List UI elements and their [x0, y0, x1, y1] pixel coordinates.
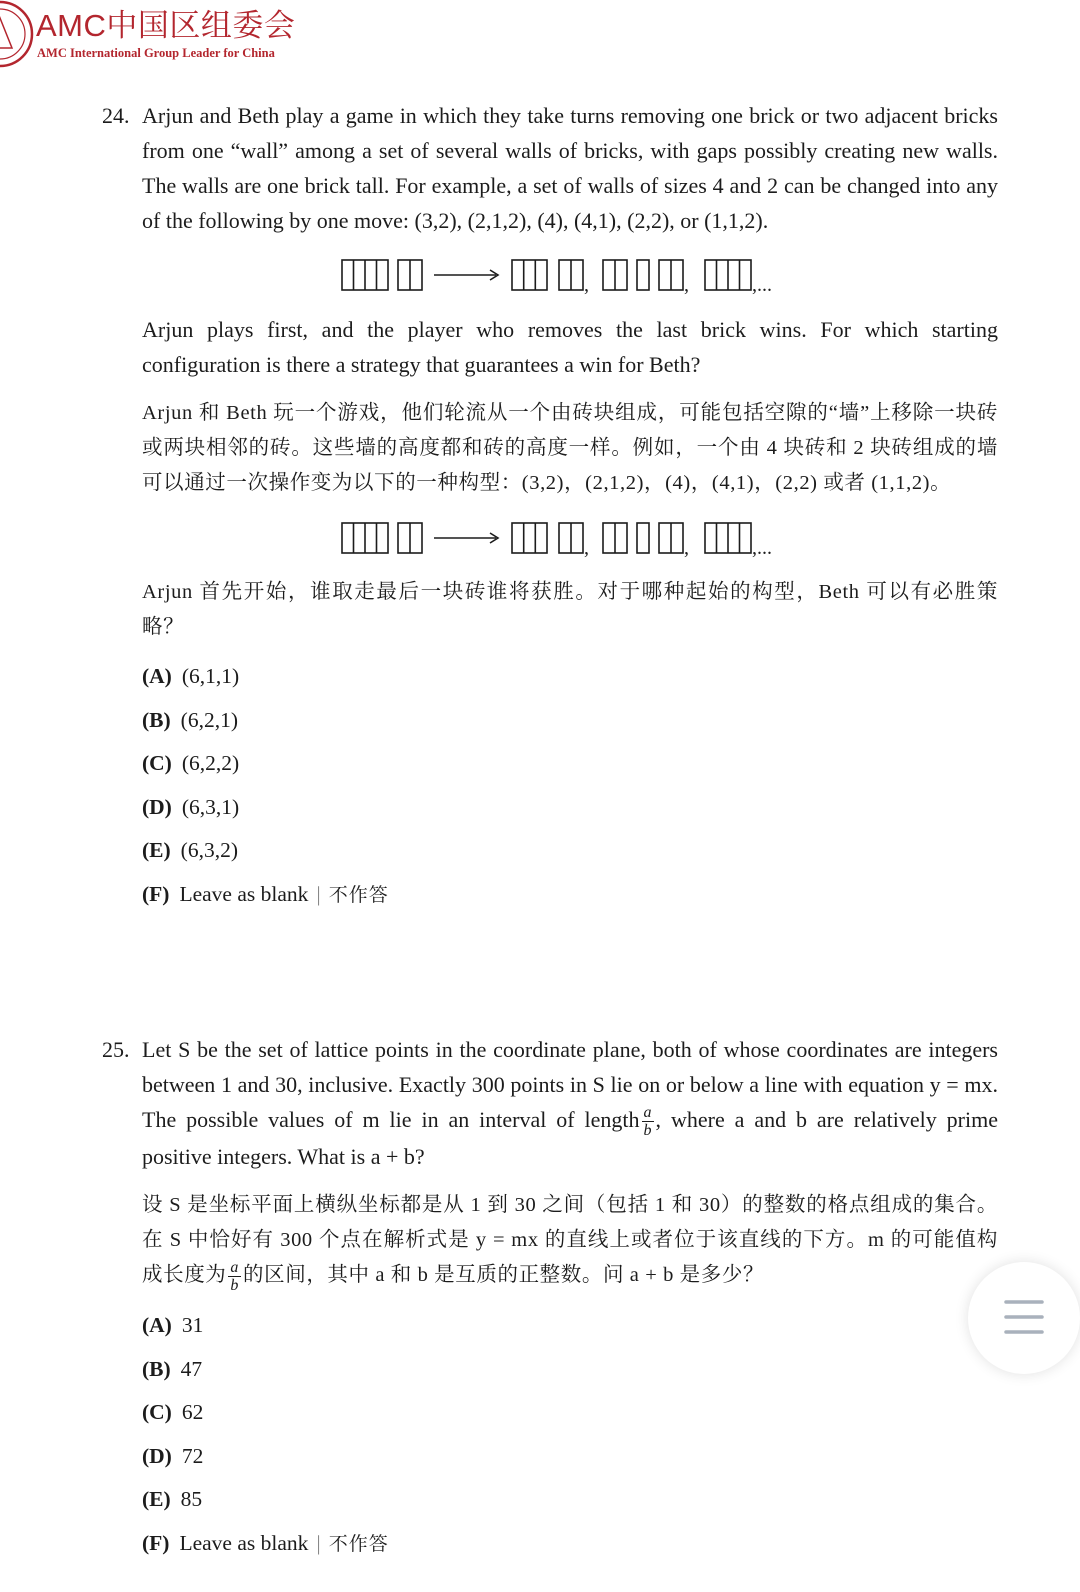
- choice-f[interactable]: (F) Leave as blank | 不作答: [142, 1530, 389, 1555]
- problem-24: [102, 98, 1008, 916]
- answer-choices: [142, 655, 998, 916]
- problem-text-en: Arjun and Beth play a game in which they take turns removing one brick or two adjacent bricks from one “wall” among a set of several walls of bricks, with gaps possibly creating new walls. The walls are one brick tall. For example, a set of walls of sizes 4 and 2 can be changed into any of the following by one move: (3,2), (2,1,2), (4), (4,1), (2,2), or (1,1,2).: [142, 103, 998, 233]
- choice-a[interactable]: (A) 31: [142, 1313, 204, 1338]
- problem-number: 24.: [102, 103, 130, 128]
- brick-figure-zh: [142, 509, 998, 567]
- problem-text-zh: Arjun 和 Beth 玩一个游戏，他们轮流从一个由砖块组成，可能包括空隙的“墙”上移除一块砖或两块相邻的砖。这些墙的高度都和砖的高度一样。例如，一个由 4 块砖和 2 块砖组成的墙可以通过一次操作变为以下的一种构型：(3,2)，(2,1,2)，(4)，(4,1)，(2,2) 或者 (1,1,2)。: [142, 402, 998, 494]
- problem-text-en: Let S be the set of lattice points in the coordinate plane, both of whose coordinates are integers between 1 and 30, inclusive. Exactly 300 points in S lie on or below a line with equation y = mx. The possible values of m lie in an interval of length $\frac{a}{b}$ , where a and b are relatively prime positive integers. What is a + b?: [142, 1037, 998, 1170]
- problem-number: 25.: [102, 1037, 130, 1062]
- problem-text-zh: 设 S 是坐标平面上横纵坐标都是从 1 到 30 之间（包括 1 和 30）的整数的格点组成的集合。在 S 中恰好有 300 个点在解析式是 y = mx 的直线上或者位于该直线的下方。m 的可能值构成长度为 $\frac{a}{b}$ 的区间，其中 a 和 b 是互质的正整数。问 a + b 是多少？: [142, 1194, 998, 1295]
- brick-walls-diagram-zh: [340, 518, 800, 558]
- choice-c[interactable]: (C) (6,2,2): [142, 751, 240, 775]
- svg-text:,: ,: [684, 274, 689, 295]
- brand-title: AMC中国区组委会: [36, 8, 296, 43]
- svg-text:,...: ,...: [752, 537, 772, 558]
- svg-text:,: ,: [584, 274, 589, 295]
- answer-choices: [142, 1304, 998, 1565]
- brand-subtitle: AMC International Group Leader for China: [37, 46, 275, 60]
- svg-text:,: ,: [684, 537, 689, 558]
- svg-text:,...: ,...: [752, 274, 772, 295]
- fraction-a-over-b: $\frac{a}{b}$: [643, 1104, 652, 1140]
- choice-d[interactable]: (D) (6,3,1): [142, 794, 240, 819]
- choice-e[interactable]: (E) (6,3,2): [142, 838, 238, 862]
- brick-figure: [142, 246, 998, 304]
- choice-f[interactable]: (F) Leave as blank | 不作答: [142, 881, 389, 906]
- svg-text:,: ,: [584, 537, 589, 558]
- menu-button[interactable]: [968, 1262, 1080, 1374]
- problem-question-zh: Arjun 首先开始，谁取走最后一块砖谁将获胜。对于哪种起始的构型，Beth 可以有必胜策略？: [142, 581, 998, 638]
- choice-b[interactable]: (B) 47: [142, 1356, 203, 1381]
- brick-walls-diagram: [340, 255, 800, 295]
- choice-b[interactable]: (B) (6,2,1): [142, 707, 238, 732]
- choice-a[interactable]: (A) (6,1,1): [142, 664, 240, 688]
- fraction-a-over-b-zh: $\frac{a}{b}$: [230, 1259, 240, 1295]
- page-header: [0, 0, 1080, 80]
- choice-e[interactable]: (E) 85: [142, 1487, 203, 1512]
- problem-25: [102, 1032, 1008, 1565]
- problem-question-en: Arjun plays first, and the player who removes the last brick wins. For which starting configuration is there a strategy that guarantees a win for Beth?: [142, 317, 998, 377]
- choice-c[interactable]: (C) 62: [142, 1400, 204, 1425]
- hamburger-menu-icon: [1004, 1298, 1044, 1336]
- amc-seal-icon: [0, 0, 34, 76]
- choice-d[interactable]: (D) 72: [142, 1443, 204, 1468]
